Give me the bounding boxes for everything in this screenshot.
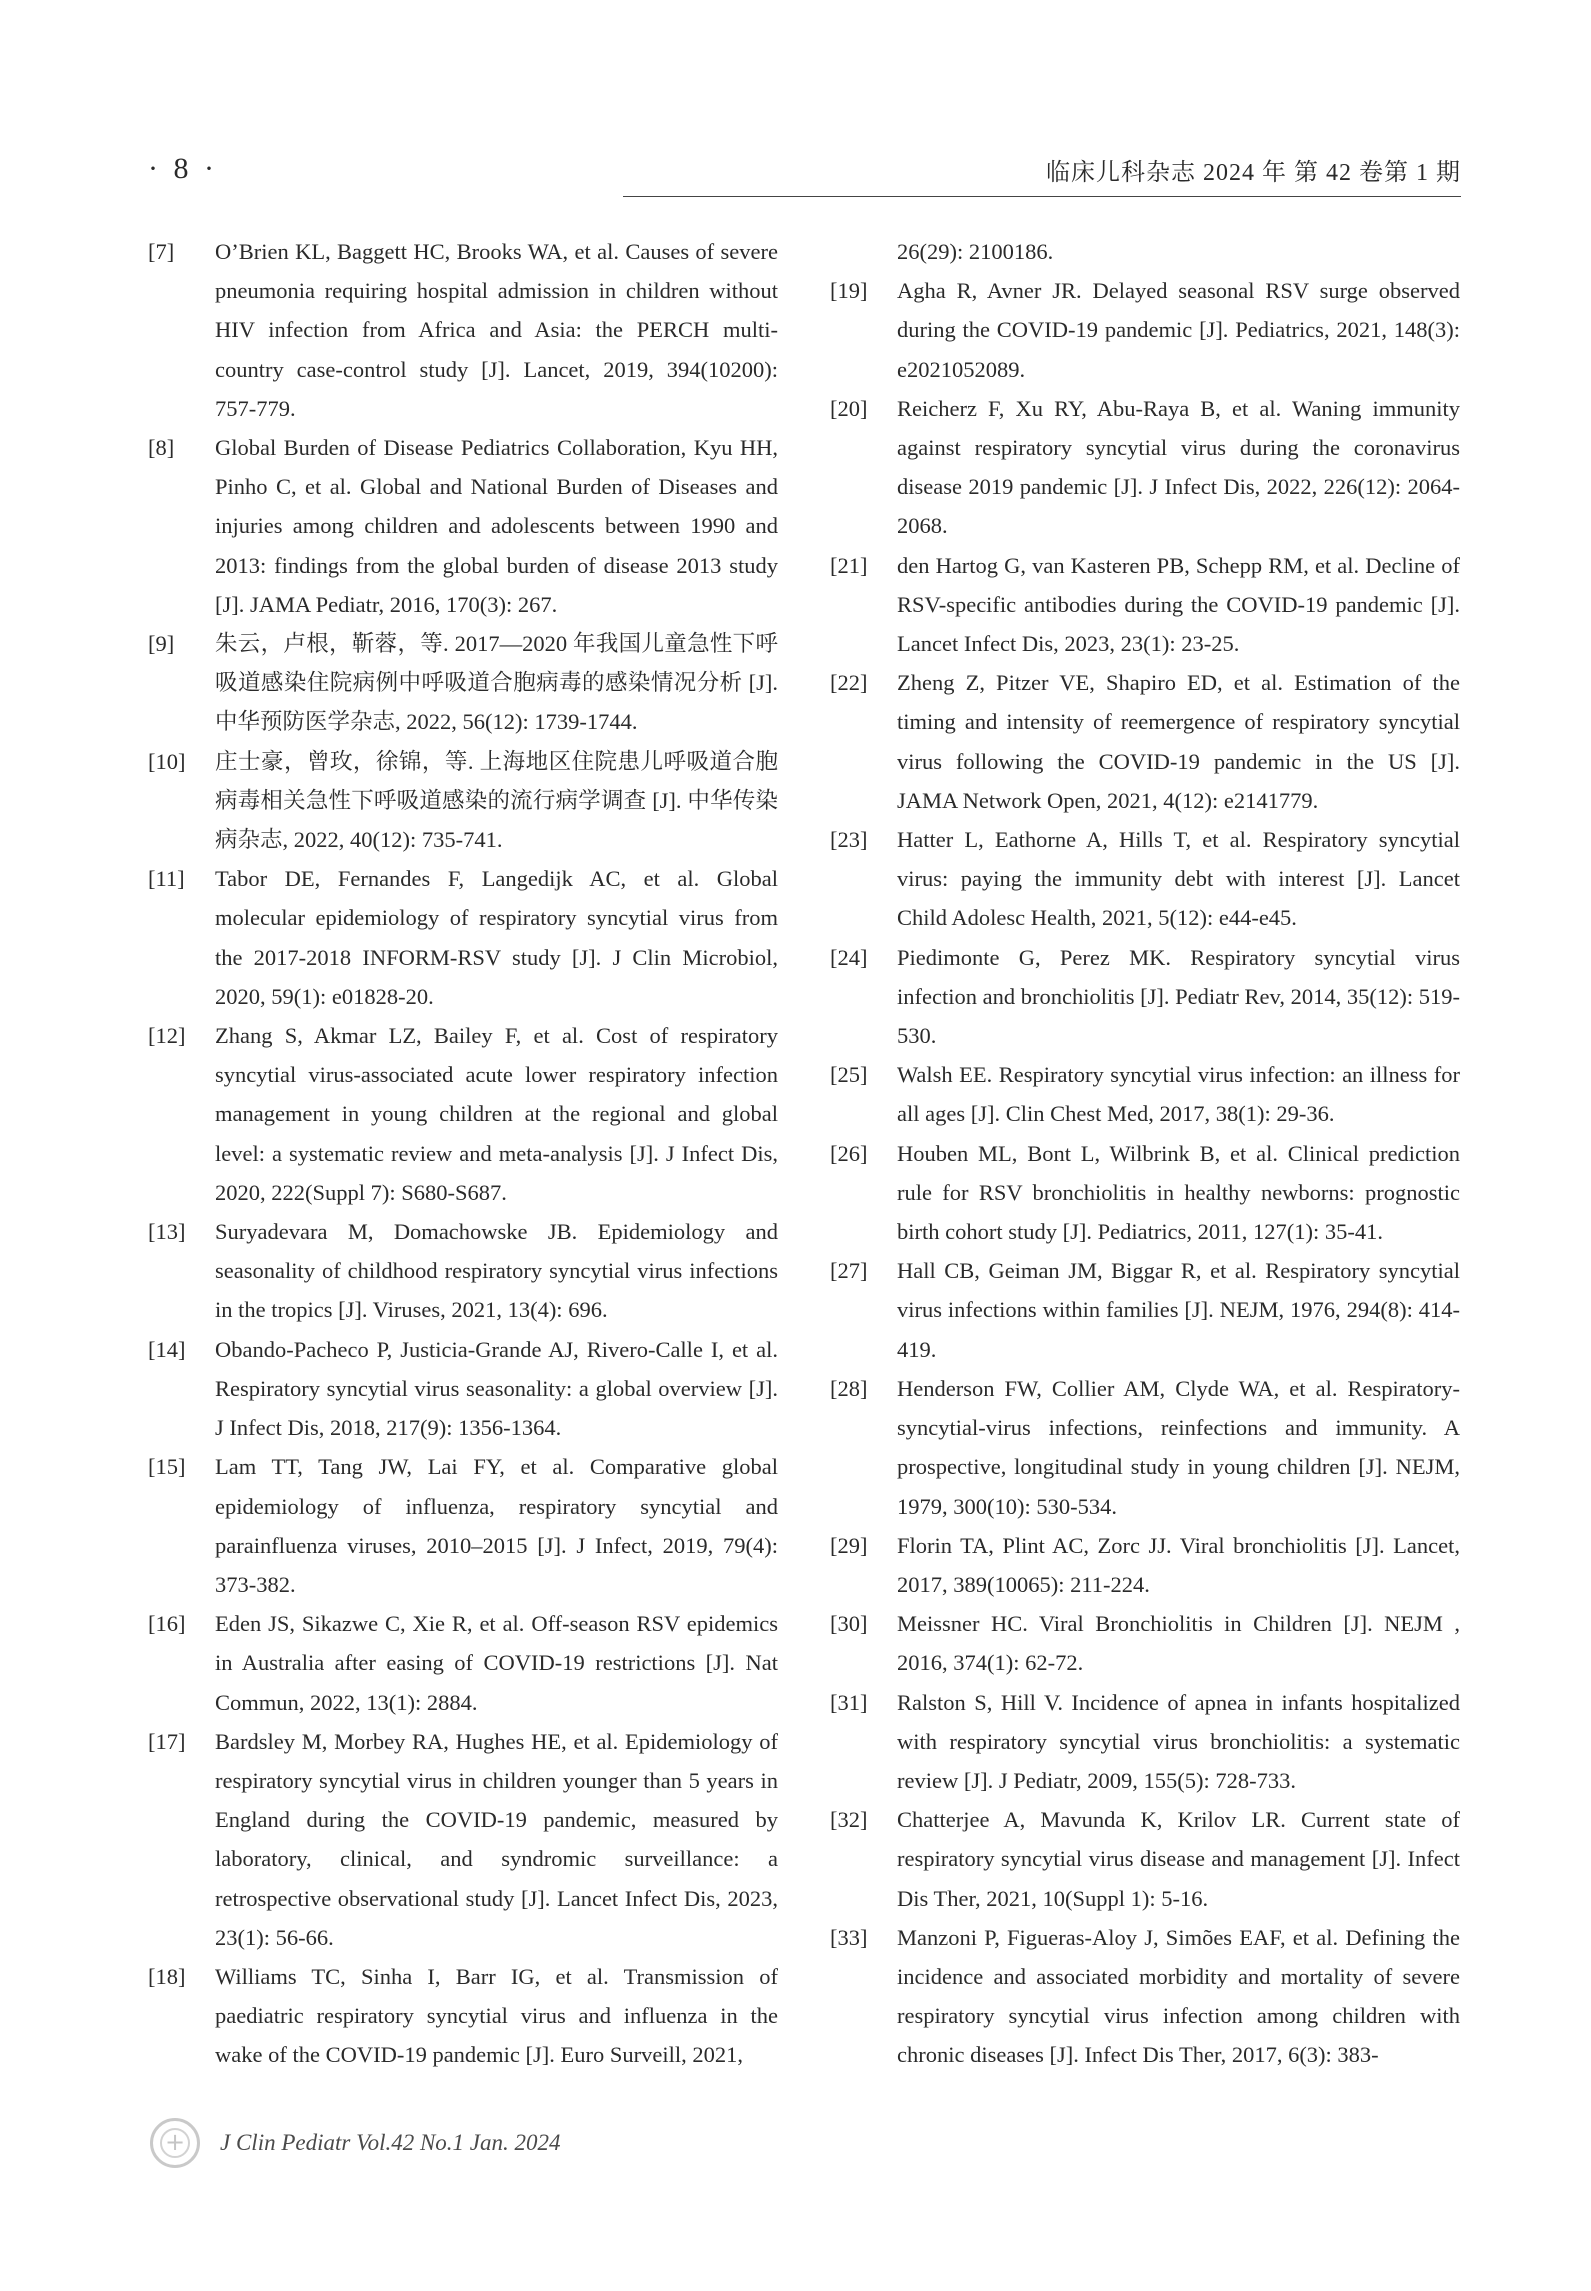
reference-item <box>148 859 778 1016</box>
reference-text: Manzoni P, Figueras-Aloy J, Simões EAF, et al. Defining the incidence and associated morbidity and mortality of severe respiratory syncytial virus infection among children with chronic diseases [J]. Infect Dis Ther, 2017, 6(3): 383- <box>897 1924 1460 2068</box>
header-rule <box>623 196 1461 197</box>
reference-item <box>830 546 1460 664</box>
reference-number: [23] <box>830 827 868 853</box>
reference-continuation: 26(29): 2100186. <box>897 239 1054 264</box>
reference-number: [33] <box>830 1924 868 1950</box>
reference-number: [13] <box>148 1219 186 1245</box>
reference-number: [20] <box>830 395 868 421</box>
reference-list-right <box>830 232 1460 2075</box>
reference-number: [10] <box>148 748 186 774</box>
reference-item <box>148 232 778 428</box>
reference-item <box>148 1330 778 1448</box>
journal-header: 临床儿科杂志 2024 年 第 42 卷第 1 期 <box>1046 160 1461 186</box>
reference-number: [15] <box>148 1454 186 1480</box>
reference-text: Lam TT, Tang JW, Lai FY, et al. Comparative global epidemiology of influenza, respiratory syncytial and parainfluenza viruses, 2010–2015 [J]. J Infect, 2019, 79(4): 373-382. <box>215 1454 778 1597</box>
reference-number: [22] <box>830 670 868 696</box>
footer-citation: J Clin Pediatr Vol.42 No.1 Jan. 2024 <box>220 2130 561 2155</box>
reference-number: [27] <box>830 1258 868 1284</box>
journal-seal-icon <box>150 2118 200 2168</box>
reference-item <box>148 624 778 742</box>
reference-text: Ralston S, Hill V. Incidence of apnea in infants hospitalized with respiratory syncytial virus bronchiolitis: a systematic review [J]. J Pediatr, 2009, 155(5): 728-733. <box>897 1689 1460 1793</box>
reference-number: [16] <box>148 1611 186 1637</box>
reference-number: [19] <box>830 278 868 304</box>
reference-item <box>830 938 1460 1056</box>
reference-item <box>830 663 1460 820</box>
reference-text: Meissner HC. Viral Bronchiolitis in Children [J]. NEJM , 2016, 374(1): 62-72. <box>897 1611 1460 1676</box>
reference-text: Suryadevara M, Domachowske JB. Epidemiology and seasonality of childhood respiratory syncytial virus infections in the tropics [J]. Viruses, 2021, 13(4): 696. <box>215 1219 778 1323</box>
reference-item <box>830 389 1460 546</box>
reference-text: Piedimonte G, Perez MK. Respiratory syncytial virus infection and bronchiolitis [J]. Pediatr Rev, 2014, 35(12): 519-530. <box>897 944 1460 1049</box>
reference-item <box>830 1526 1460 1604</box>
reference-text: Bardsley M, Morbey RA, Hughes HE, et al. Epidemiology of respiratory syncytial virus in children younger than 5 years in England during the COVID-19 pandemic, measured by laboratory, clinical, and syndromic surveillance: a retrospective observational study [J]. Lancet Infect Dis, 2023, 23(1): 56-66. <box>215 1728 778 1950</box>
reference-number: [18] <box>148 1963 186 1989</box>
reference-number: [9] <box>148 631 175 657</box>
reference-text: Houben ML, Bont L, Wilbrink B, et al. Clinical prediction rule for RSV bronchiolitis in healthy newborns: prognostic birth cohort study [J]. Pediatrics, 2011, 127(1): 35-41. <box>897 1140 1460 1245</box>
reference-item <box>830 820 1460 938</box>
reference-number: [25] <box>830 1062 868 1088</box>
reference-number: [30] <box>830 1611 868 1637</box>
reference-number: [14] <box>148 1336 186 1362</box>
reference-item <box>830 1604 1460 1682</box>
reference-item <box>148 1604 778 1722</box>
reference-item <box>830 1918 1460 2075</box>
reference-item <box>148 1212 778 1330</box>
reference-number: [11] <box>148 866 185 892</box>
reference-text: Reicherz F, Xu RY, Abu-Raya B, et al. Waning immunity against respiratory syncytial virus during the coronavirus disease 2019 pandemic [J]. J Infect Dis, 2022, 226(12): 2064-2068. <box>897 395 1460 539</box>
reference-item <box>830 271 1460 389</box>
page-number: · 8 · <box>148 152 218 185</box>
reference-number: [7] <box>148 239 175 264</box>
reference-text: Zheng Z, Pitzer VE, Shapiro ED, et al. Estimation of the timing and intensity of reemergence of respiratory syncytial virus following the COVID-19 pandemic in the US [J]. JAMA Network Open, 2021, 4(12): e2141779. <box>897 670 1460 813</box>
reference-number: [28] <box>830 1375 868 1401</box>
reference-text: den Hartog G, van Kasteren PB, Schepp RM, et al. Decline of RSV-specific antibodies during the COVID-19 pandemic [J]. Lancet Infect Dis, 2023, 23(1): 23-25. <box>897 552 1460 657</box>
reference-item <box>148 428 778 624</box>
reference-text: Global Burden of Disease Pediatrics Collaboration, Kyu HH, Pinho C, et al. Global and National Burden of Diseases and injuries among children and adolescents between 1990 and 2013: findings from the global burden of disease 2013 study [J]. JAMA Pediatr, 2016, 170(3): 267. <box>215 435 778 617</box>
reference-text: Eden JS, Sikazwe C, Xie R, et al. Off-season RSV epidemics in Australia after easing of COVID-19 restrictions [J]. Nat Commun, 2022, 13(1): 2884. <box>215 1611 778 1715</box>
reference-text: Florin TA, Plint AC, Zorc JJ. Viral bronchiolitis [J]. Lancet, 2017, 389(10065): 211-224. <box>897 1532 1460 1597</box>
reference-number: [24] <box>830 944 868 970</box>
reference-item <box>148 742 778 860</box>
reference-text: O’Brien KL, Baggett HC, Brooks WA, et al. Causes of severe pneumonia requiring hospital admission in children without HIV infection from Africa and Asia: the PERCH multi-country case-control study [J]. Lancet, 2019, 394(10200): 757-779. <box>215 239 778 421</box>
reference-item <box>830 1800 1460 1918</box>
reference-item <box>830 1369 1460 1526</box>
reference-text: Henderson FW, Collier AM, Clyde WA, et al. Respiratory-syncytial-virus infections, reinfections and immunity. A prospective, longitudinal study in young children [J]. NEJM, 1979, 300(10): 530-534. <box>897 1375 1460 1519</box>
reference-item <box>830 1683 1460 1801</box>
reference-text: Walsh EE. Respiratory syncytial virus infection: an illness for all ages [J]. Clin Chest Med, 2017, 38(1): 29-36. <box>897 1062 1460 1127</box>
reference-text: Hatter L, Eathorne A, Hills T, et al. Respiratory syncytial virus: paying the immunity debt with interest [J]. Lancet Child Adolesc Health, 2021, 5(12): e44-e45. <box>897 827 1460 931</box>
reference-number: [21] <box>830 552 868 578</box>
reference-text: Agha R, Avner JR. Delayed seasonal RSV surge observed during the COVID-19 pandemic [J]. Pediatrics, 2021, 148(3): e2021052089. <box>897 278 1460 382</box>
reference-text: Zhang S, Akmar LZ, Bailey F, et al. Cost of respiratory syncytial virus-associated acute lower respiratory infection management in young children at the regional and global level: a systematic review and meta-analysis [J]. J Infect Dis, 2020, 222(Suppl 7): S680-S687. <box>215 1023 778 1205</box>
reference-number: [32] <box>830 1807 868 1833</box>
reference-number: [31] <box>830 1689 868 1715</box>
reference-text: Chatterjee A, Mavunda K, Krilov LR. Current state of respiratory syncytial virus disease and management [J]. Infect Dis Ther, 2021, 10(Suppl 1): 5-16. <box>897 1807 1460 1911</box>
reference-text: Tabor DE, Fernandes F, Langedijk AC, et al. Global molecular epidemiology of respiratory syncytial virus from the 2017-2018 INFORM-RSV study [J]. J Clin Microbiol, 2020, 59(1): e01828-20. <box>215 866 778 1009</box>
reference-text: 庄士豪，曾玫，徐锦，等. 上海地区住院患儿呼吸道合胞病毒相关急性下呼吸道感染的流行病学调查 [J]. 中华传染病杂志, 2022, 40(12): 735-741. <box>215 748 778 853</box>
reference-number: [8] <box>148 435 175 461</box>
reference-number: [17] <box>148 1728 186 1754</box>
reference-text: Hall CB, Geiman JM, Biggar R, et al. Respiratory syncytial virus infections within families [J]. NEJM, 1976, 294(8): 414-419. <box>897 1258 1460 1362</box>
reference-item <box>148 1722 778 1957</box>
footer <box>150 2118 561 2168</box>
reference-text: Williams TC, Sinha I, Barr IG, et al. Transmission of paediatric respiratory syncytial virus and influenza in the wake of the COVID-19 pandemic [J]. Euro Surveill, 2021, <box>215 1963 778 2068</box>
reference-item <box>148 1016 778 1212</box>
reference-item <box>830 1134 1460 1252</box>
reference-item <box>830 1055 1460 1133</box>
reference-text: 朱云，卢根，靳蓉，等. 2017—2020 年我国儿童急性下呼吸道感染住院病例中呼吸道合胞病毒的感染情况分析 [J]. 中华预防医学杂志, 2022, 56(12): 1739-1744. <box>215 631 778 735</box>
reference-number: [12] <box>148 1023 186 1049</box>
reference-text: Obando-Pacheco P, Justicia-Grande AJ, Rivero-Calle I, et al. Respiratory syncytial virus seasonality: a global overview [J]. J Infect Dis, 2018, 217(9): 1356-1364. <box>215 1336 778 1441</box>
reference-item <box>830 1251 1460 1369</box>
reference-item <box>148 1447 778 1604</box>
reference-number: [29] <box>830 1532 868 1558</box>
reference-item <box>148 1957 778 2075</box>
reference-list-left <box>148 232 778 2075</box>
reference-number: [26] <box>830 1140 868 1166</box>
